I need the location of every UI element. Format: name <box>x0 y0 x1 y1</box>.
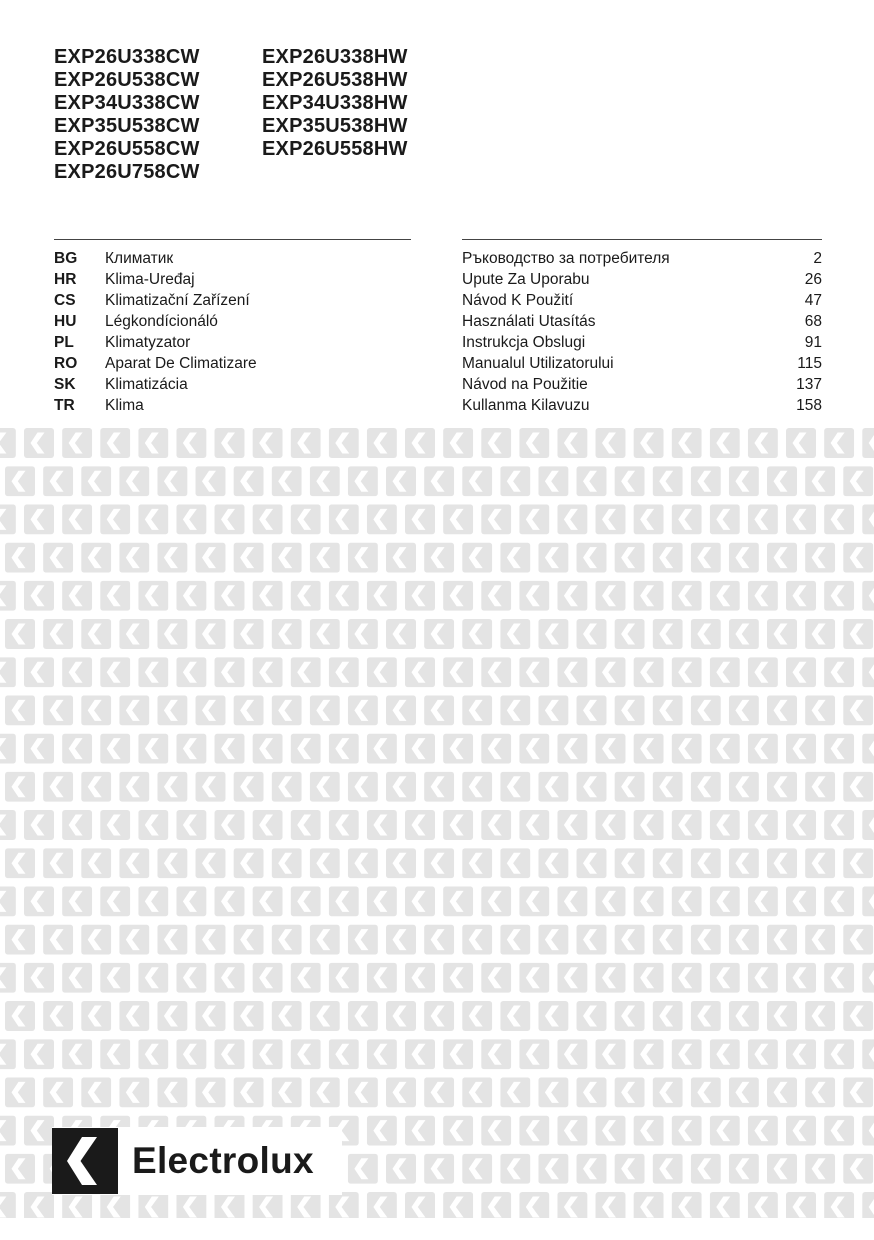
background-pattern <box>0 424 874 1218</box>
model-number: EXP26U558CW <box>54 138 200 160</box>
brand-name: Electrolux <box>132 1140 314 1181</box>
model-number: EXP26U538HW <box>262 69 408 91</box>
manual-title: Manualul Utilizatorului <box>462 354 614 372</box>
divider-left <box>54 239 411 240</box>
model-number: EXP26U538CW <box>54 69 200 91</box>
language-code: PL <box>54 333 74 351</box>
manual-title: Kullanma Kilavuzu <box>462 396 590 414</box>
model-list <box>54 46 470 184</box>
manual-title: Návod na Použitie <box>462 375 588 393</box>
model-number: EXP26U758CW <box>54 161 200 183</box>
manual-title: Használati Utasítás <box>462 312 596 330</box>
manual-title: Návod K Použití <box>462 291 574 309</box>
language-code: HR <box>54 270 77 288</box>
language-row <box>54 353 822 374</box>
electrolux-pattern-icon <box>0 424 874 1218</box>
language-code: RO <box>54 354 78 372</box>
product-name: Légkondícionáló <box>105 312 218 330</box>
product-name: Aparat De Climatizare <box>105 354 257 372</box>
divider-right <box>462 239 822 240</box>
language-row <box>54 269 822 290</box>
model-number: EXP35U538CW <box>54 115 200 137</box>
page-number: 158 <box>796 396 822 414</box>
product-name: Klimatyzator <box>105 333 191 351</box>
page-number: 26 <box>804 270 822 288</box>
language-code: TR <box>54 396 75 414</box>
model-number: EXP34U338HW <box>262 92 408 114</box>
product-name: Klimatizácia <box>105 375 188 393</box>
model-column-left <box>54 46 262 184</box>
product-name: Klima <box>105 396 144 414</box>
model-number: EXP34U338CW <box>54 92 200 114</box>
language-row <box>54 374 822 395</box>
language-row <box>54 395 822 416</box>
language-code: BG <box>54 249 78 267</box>
manual-title: Ръководство за потребителя <box>462 249 670 267</box>
language-code: SK <box>54 375 76 393</box>
model-number: EXP26U338CW <box>54 46 200 68</box>
language-row <box>54 311 822 332</box>
page-number: 47 <box>804 291 822 309</box>
page-number: 2 <box>813 249 822 267</box>
product-name: Klimatizační Zařízení <box>105 291 250 309</box>
manual-title: Instrukcja Obslugi <box>462 333 586 351</box>
product-name: Klima-Uređaj <box>105 270 195 288</box>
language-row <box>54 248 822 269</box>
product-name: Климатик <box>105 249 174 267</box>
page-number: 137 <box>796 375 822 393</box>
page-number: 68 <box>804 312 822 330</box>
language-code: HU <box>54 312 77 330</box>
model-column-right <box>262 46 470 184</box>
model-number: EXP26U558HW <box>262 138 408 160</box>
electrolux-logo-icon <box>52 1128 118 1194</box>
language-code: CS <box>54 291 76 309</box>
page-number: 115 <box>797 354 822 372</box>
language-index <box>54 248 822 416</box>
electrolux-logo <box>52 1127 342 1195</box>
manual-title: Upute Za Uporabu <box>462 270 590 288</box>
language-row <box>54 332 822 353</box>
model-number: EXP35U538HW <box>262 115 408 137</box>
language-row <box>54 290 822 311</box>
page-number: 91 <box>804 333 822 351</box>
model-number: EXP26U338HW <box>262 46 408 68</box>
